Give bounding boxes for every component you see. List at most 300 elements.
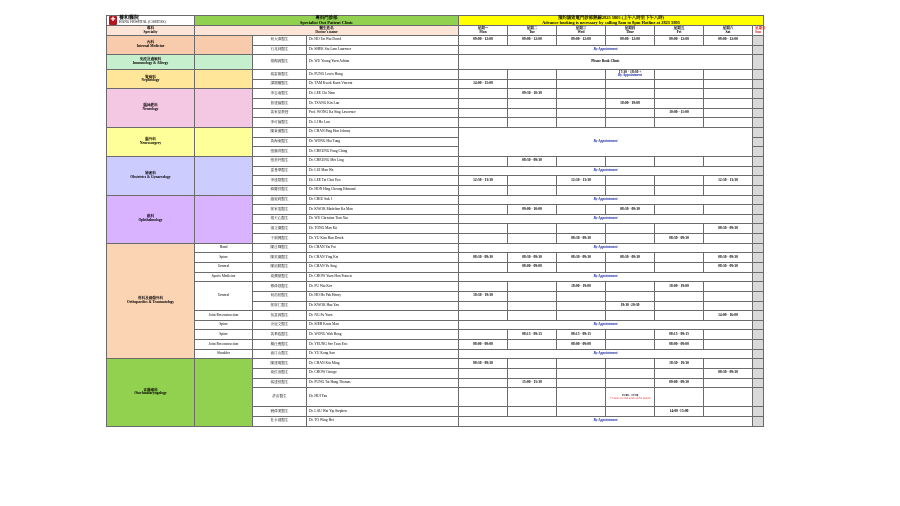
table-cell [606, 108, 655, 118]
table-row [107, 35, 764, 45]
table-cell: 楊仕俊醫生 [253, 340, 307, 350]
table-cell: Dr. SIEH Koon Man [307, 320, 459, 330]
table-cell: Dr. YEUNG See Tsun Eric [307, 340, 459, 350]
table-cell: 10:00 - 11:00 [655, 108, 704, 118]
table-cell [655, 262, 704, 272]
table-cell: 12:30 - 13:30 [459, 176, 508, 186]
table-cell [655, 253, 704, 263]
table-cell [459, 282, 508, 292]
table-cell: Dr. WU Christine Tian Xin [307, 214, 459, 224]
table-cell: By Appointment [459, 416, 753, 426]
table-cell [704, 79, 753, 89]
doctor-cn: 何大偉醫生 [253, 35, 307, 45]
table-cell [508, 282, 557, 292]
table-row [107, 282, 764, 292]
table-cell [704, 205, 753, 215]
table-cell [655, 224, 704, 234]
table-cell: 09:00 - 12:00 [655, 35, 704, 45]
table-cell: By Appointment [459, 166, 753, 176]
table-cell [753, 320, 764, 330]
header-row [107, 16, 764, 26]
table-cell [704, 185, 753, 195]
table-cell [459, 378, 508, 388]
table-cell [704, 330, 753, 340]
table-cell [557, 99, 606, 109]
table-cell: Dr. CHOW Yuen Hon Francis [307, 272, 459, 282]
table-cell: 08:15 - 09:15 [508, 330, 557, 340]
table-cell [508, 359, 557, 369]
table-cell [195, 70, 253, 89]
table-cell [753, 214, 764, 224]
specialty-nephro: 腎病科 Nephrology [107, 70, 195, 89]
table-row [107, 70, 764, 80]
table-cell [606, 156, 655, 166]
table-cell: 馮雷雄醫生 [253, 70, 307, 80]
table-cell: Dr. TONG Man Kit [307, 224, 459, 234]
table-cell [753, 118, 764, 128]
table-cell [557, 291, 606, 301]
table-cell: 08:30 - 09:30 [606, 205, 655, 215]
table-cell: 湯文傑醫生 [253, 224, 307, 234]
table-cell: 09:00 - 12:00 [557, 35, 606, 45]
table-cell: 許由醫生 [253, 388, 307, 407]
table-cell [195, 89, 253, 128]
table-cell [655, 89, 704, 99]
table-cell [753, 137, 764, 147]
table-cell [753, 340, 764, 350]
table-cell: 14:00 - 15:00 [459, 79, 508, 89]
table-cell: 張鳳青醫生 [253, 147, 307, 157]
table-cell: Dr. CHAN Yu Sing [307, 262, 459, 272]
table-cell: 08:30 - 09:30 [704, 253, 753, 263]
table-cell [459, 330, 508, 340]
table-cell: 09:00 - 12:00 [704, 35, 753, 45]
table-cell [557, 108, 606, 118]
table-cell [557, 262, 606, 272]
table-cell [508, 79, 557, 89]
table-cell: Dr. CHIU Suk I [307, 195, 459, 205]
table-cell: 08:30 - 09:30 [704, 262, 753, 272]
table-cell [459, 224, 508, 234]
table-cell: 陳秉漢醫生 [253, 128, 307, 138]
table-cell [655, 79, 704, 89]
table-cell [753, 35, 764, 45]
table-cell [655, 176, 704, 186]
table-cell: 于劍興醫生 [253, 234, 307, 244]
table-cell: 19:30 -20:30 [606, 301, 655, 311]
table-cell [606, 378, 655, 388]
table-cell: 08:00 - 09:00 [557, 340, 606, 350]
subspecialty: Hand [195, 243, 253, 253]
table-cell: Dr. CHOW George [307, 369, 459, 379]
table-cell: 譚國權醫生 [253, 79, 307, 89]
table-cell [195, 35, 253, 54]
table-cell [753, 79, 764, 89]
table-cell [557, 388, 606, 407]
table-cell: 18:00 - 19:00 [557, 282, 606, 292]
table-cell [753, 272, 764, 282]
table-cell [508, 234, 557, 244]
table-cell [606, 262, 655, 272]
table-cell [557, 118, 606, 128]
table-cell: Dr. TO Wing Hei [307, 416, 459, 426]
table-cell: By Appointment [459, 214, 753, 224]
page-title: 專科門診部 Specialist Out Patient Clinic [195, 16, 459, 26]
specialty-neuro: 腦神經科 Neurology [107, 89, 195, 128]
table-cell [459, 407, 508, 417]
day-header-wed: 星期三 Wed [557, 26, 606, 36]
table-cell: Dr. LEE Chi Nam [307, 89, 459, 99]
table-cell: By Appointment [459, 272, 753, 282]
hospital-logo: ✚ 養和醫院 HANG HOSPITAL (CARITAS) [107, 16, 195, 26]
table-cell: 08:30 - 09:30 [704, 369, 753, 379]
table-cell [704, 301, 753, 311]
table-cell [753, 301, 764, 311]
table-cell [704, 156, 753, 166]
table-cell [655, 185, 704, 195]
table-row [107, 330, 764, 340]
table-cell [459, 301, 508, 311]
table-cell: Dr. HON Hing Cheung Edmund [307, 185, 459, 195]
table-cell: Dr. HUI Yau [307, 388, 459, 407]
clinic-schedule-table [106, 15, 764, 427]
table-cell [753, 195, 764, 205]
table-cell: Dr. WU Young Yuen Adrian [307, 55, 459, 70]
table-cell: 09:00 - 10:00 [508, 205, 557, 215]
table-cell [508, 301, 557, 311]
table-cell [459, 205, 508, 215]
table-cell: Dr. CHAN Ying Kei [307, 253, 459, 263]
table-cell: 韓慶祥醫生 [253, 185, 307, 195]
table-cell [508, 176, 557, 186]
table-cell [655, 388, 704, 407]
table-cell [195, 55, 253, 70]
specialty-ent: 耳鼻喉科 Otorhinolaryngology [107, 359, 195, 426]
table-cell [508, 388, 557, 407]
table-cell [704, 99, 753, 109]
table-cell [606, 185, 655, 195]
table-cell: 周潤豪醫生 [253, 272, 307, 282]
table-cell [753, 55, 764, 70]
table-cell: By Appointment [459, 128, 753, 157]
table-cell [606, 282, 655, 292]
table-cell [606, 89, 655, 99]
table-cell: 08:00 - 09:00 [508, 262, 557, 272]
table-cell [704, 118, 753, 128]
table-cell: By Appointment [459, 243, 753, 253]
table-cell: 劉偉業醫生 [253, 407, 307, 417]
table-cell: Dr. CHEUNG Mei Ling [307, 156, 459, 166]
table-cell: Dr. FUNG Lewis Hung [307, 70, 459, 80]
table-cell: General [195, 262, 253, 272]
table-cell: Prof. WONG Ka Sing Lawrence [307, 108, 459, 118]
table-cell: 12:30 - 13:30 [704, 176, 753, 186]
table-cell [195, 195, 253, 243]
table-cell: Dr. CHAN Ping Hon Johnny [307, 128, 459, 138]
table-cell: Dr. HO Ho Pak Henry [307, 291, 459, 301]
table-cell: Dr. WONG Hoi Tung [307, 137, 459, 147]
table-cell: Dr. YU Kim Hun Derek [307, 234, 459, 244]
table-cell: Dr. TSANG Kin Lun [307, 99, 459, 109]
table-cell [557, 224, 606, 234]
day-header-thu: 星期四 Thur [606, 26, 655, 36]
table-cell: 08:30 - 09:30 [508, 156, 557, 166]
table-row [107, 55, 764, 70]
table-row [107, 253, 764, 263]
table-cell [557, 369, 606, 379]
table-cell: Dr. KWOK Hau Yan [307, 301, 459, 311]
table-cell: 曾建倫醫生 [253, 99, 307, 109]
table-row [107, 89, 764, 99]
table-cell: 09:00 - 09:30 [655, 378, 704, 388]
table-cell: Dr. KWOK Madeline Ka Man [307, 205, 459, 215]
table-cell [606, 224, 655, 234]
please-book-clinic: Please Book Clinic [459, 55, 753, 70]
table-cell [753, 243, 764, 253]
table-cell [753, 185, 764, 195]
table-cell [606, 291, 655, 301]
table-cell [753, 359, 764, 369]
booking-banner: 預約請致電門診部熱線2825 5805 (上午八時至下午八時) Advance booking is necessary by calling 8am to 8pm Hotline at 2825 5805 [459, 16, 764, 26]
table-row [107, 262, 764, 272]
table-cell: Dr. LEE Tat Choi Eric [307, 176, 459, 186]
table-cell: Dr. FUNG Tai Hang Thomas [307, 378, 459, 388]
table-cell [753, 330, 764, 340]
table-cell: 馮達恒醫生 [253, 378, 307, 388]
table-cell: 18:00 - 19:00 [606, 99, 655, 109]
table-cell: Dr. LAU Wai Yip Stephen [307, 407, 459, 417]
table-cell [606, 311, 655, 321]
table-cell [557, 205, 606, 215]
day-header-sat: 星期六 Sat [704, 26, 753, 36]
table-row [107, 320, 764, 330]
table-cell [753, 416, 764, 426]
table-cell: 12:30 - 13:30 [557, 176, 606, 186]
table-cell [459, 234, 508, 244]
table-cell [606, 407, 655, 417]
table-cell [459, 262, 508, 272]
table-cell: 李達財醫生 [253, 176, 307, 186]
table-cell [459, 311, 508, 321]
table-cell [508, 291, 557, 301]
table-cell: 17:30 - 18:30 + By Appointment [606, 70, 655, 80]
table-cell: Dr. LUI Man Wa [307, 166, 459, 176]
table-cell: 杜永禧醫生 [253, 416, 307, 426]
table-cell: 09:00 - 12:00 [459, 35, 508, 45]
table-cell [753, 205, 764, 215]
table-cell: 黃家星教授 [253, 108, 307, 118]
table-cell [606, 369, 655, 379]
table-cell [753, 176, 764, 186]
table-cell: 09:30 - 10:30 [508, 89, 557, 99]
table-cell: Dr. WONG Wah Bong [307, 330, 459, 340]
table-cell: 08:30 - 09:30 [557, 253, 606, 263]
table-cell: 傅偉基醫生 [253, 282, 307, 292]
table-cell: 08:00 - 09:00 [655, 340, 704, 350]
table-cell: Dr. LI Ho Lun [307, 118, 459, 128]
table-cell [655, 311, 704, 321]
table-cell [753, 369, 764, 379]
table-cell: 陳英傑醫生 [253, 253, 307, 263]
table-cell [753, 45, 764, 55]
table-cell [753, 224, 764, 234]
table-cell [459, 185, 508, 195]
table-cell [606, 330, 655, 340]
table-cell [704, 291, 753, 301]
table-cell [557, 359, 606, 369]
table-cell: 08:00 - 09:00 [459, 340, 508, 350]
doctor-en: Dr. HO Tai Wai David [307, 35, 459, 45]
table-cell: 09:00 - 12:00 [606, 35, 655, 45]
table-cell [753, 262, 764, 272]
table-row [107, 195, 764, 205]
specialty-internal: 內科 Internal Medicine [107, 35, 195, 54]
table-cell [606, 340, 655, 350]
day-header-sun: 星期日 Sun [753, 26, 764, 36]
table-cell [459, 99, 508, 109]
table-cell: 18:00 - 19:00 [655, 282, 704, 292]
table-cell [508, 118, 557, 128]
by-appointment: By Appointment [459, 45, 753, 55]
table-cell [606, 234, 655, 244]
table-cell: 佘冠文醫生 [253, 320, 307, 330]
day-header-fri: 星期五 Fri [655, 26, 704, 36]
table-cell [704, 282, 753, 292]
table-cell: By Appointment [459, 349, 753, 359]
table-cell [459, 388, 508, 407]
table-cell [557, 89, 606, 99]
table-cell: Spine [195, 253, 253, 263]
table-cell [655, 118, 704, 128]
table-cell [704, 359, 753, 369]
day-header-mon: 星期一 Mon [459, 26, 508, 36]
table-cell [606, 118, 655, 128]
table-cell [753, 234, 764, 244]
table-cell [704, 378, 753, 388]
table-cell: 08:30 - 09:30 [459, 359, 508, 369]
table-cell [753, 70, 764, 80]
table-cell: Dr. CHAN Kin Ming [307, 359, 459, 369]
table-row [107, 243, 764, 253]
table-cell [655, 291, 704, 301]
table-cell: 陳日輝醫生 [253, 243, 307, 253]
table-cell: 黃華彪醫生 [253, 330, 307, 340]
table-cell: 周佐治醫生 [253, 369, 307, 379]
table-cell [606, 176, 655, 186]
table-cell [655, 369, 704, 379]
table-cell: Dr. CHAN Yat Fai [307, 243, 459, 253]
column-header-row [107, 26, 764, 36]
table-cell: 08:15 - 09:15 [557, 330, 606, 340]
table-cell [508, 369, 557, 379]
table-cell [753, 253, 764, 263]
table-cell: Dr. SHEK Siu Lam Laurence [307, 45, 459, 55]
table-cell [655, 70, 704, 80]
table-cell [508, 108, 557, 118]
table-cell: 張美玲醫生 [253, 156, 307, 166]
day-header-tue: 星期二 Tue [508, 26, 557, 36]
table-cell: 08:30 - 09:30 [606, 253, 655, 263]
table-cell [753, 407, 764, 417]
table-cell [195, 128, 253, 157]
table-cell: 14:00 - 16:00 [704, 311, 753, 321]
table-cell [704, 108, 753, 118]
table-cell [704, 70, 753, 80]
specialty-oph: 眼科 Ophthalmology [107, 195, 195, 243]
table-cell [508, 224, 557, 234]
table-cell [508, 99, 557, 109]
table-cell: 08:30 - 09:30 [655, 234, 704, 244]
table-cell [459, 156, 508, 166]
table-cell [704, 234, 753, 244]
table-cell: Sports Medicine [195, 272, 253, 282]
table-cell [195, 359, 253, 426]
table-row [107, 128, 764, 138]
table-row [107, 272, 764, 282]
table-cell: 陳裕勝醫生 [253, 262, 307, 272]
table-row [107, 156, 764, 166]
table-cell [557, 156, 606, 166]
table-cell: 18:30 - 19:30 [459, 291, 508, 301]
table-cell [753, 349, 764, 359]
table-cell [753, 388, 764, 407]
table-cell [753, 156, 764, 166]
table-cell [704, 388, 753, 407]
table-cell: 李可倫醫生 [253, 118, 307, 128]
table-cell: 胡楊源醫生 [253, 55, 307, 70]
table-cell: 08:30 - 09:30 [557, 234, 606, 244]
table-cell: Joint Reconstruction [195, 311, 253, 321]
table-cell: 08:30 - 09:30 [459, 253, 508, 263]
hospital-cross-icon: ✚ [110, 17, 116, 24]
table-cell: 趙敘莉醫生 [253, 195, 307, 205]
table-cell [606, 359, 655, 369]
table-cell: 吳富源醫生 [253, 311, 307, 321]
table-cell [655, 99, 704, 109]
table-cell: 胡天心醫生 [253, 214, 307, 224]
table-cell: Dr. CHEUNG Fung Ching [307, 147, 459, 157]
table-cell [606, 79, 655, 89]
table-cell [557, 378, 606, 388]
table-cell: Dr. TAM Kwok Kuen Vincent [307, 79, 459, 89]
table-cell: General [195, 282, 253, 311]
table-cell: 14:00 -15:00 [655, 407, 704, 417]
table-cell [704, 340, 753, 350]
table-cell [753, 282, 764, 292]
table-row [107, 311, 764, 321]
table-cell: 15:00 - 15:30 [508, 378, 557, 388]
table-cell: 08:30 - 09:30 [508, 253, 557, 263]
table-cell [655, 301, 704, 311]
table-cell [753, 378, 764, 388]
table-cell [557, 70, 606, 80]
table-cell [557, 301, 606, 311]
table-cell: Dr. FU Wai Kee [307, 282, 459, 292]
table-cell [753, 108, 764, 118]
table-cell [753, 291, 764, 301]
table-cell [508, 185, 557, 195]
table-cell [557, 79, 606, 89]
specialty-obs: 婦產科 Obstetrics & Gynaecology [107, 156, 195, 195]
table-cell: Dr. NG Fu Yuen [307, 311, 459, 321]
table-cell: Joint Reconstruction [195, 340, 253, 350]
table-cell: 18:30 - 19:30 [655, 359, 704, 369]
table-cell [508, 407, 557, 417]
table-row [107, 340, 764, 350]
table-cell: 09:00 - 12:00 [508, 35, 557, 45]
table-cell: 俞江山醫生 [253, 349, 307, 359]
table-cell [704, 89, 753, 99]
